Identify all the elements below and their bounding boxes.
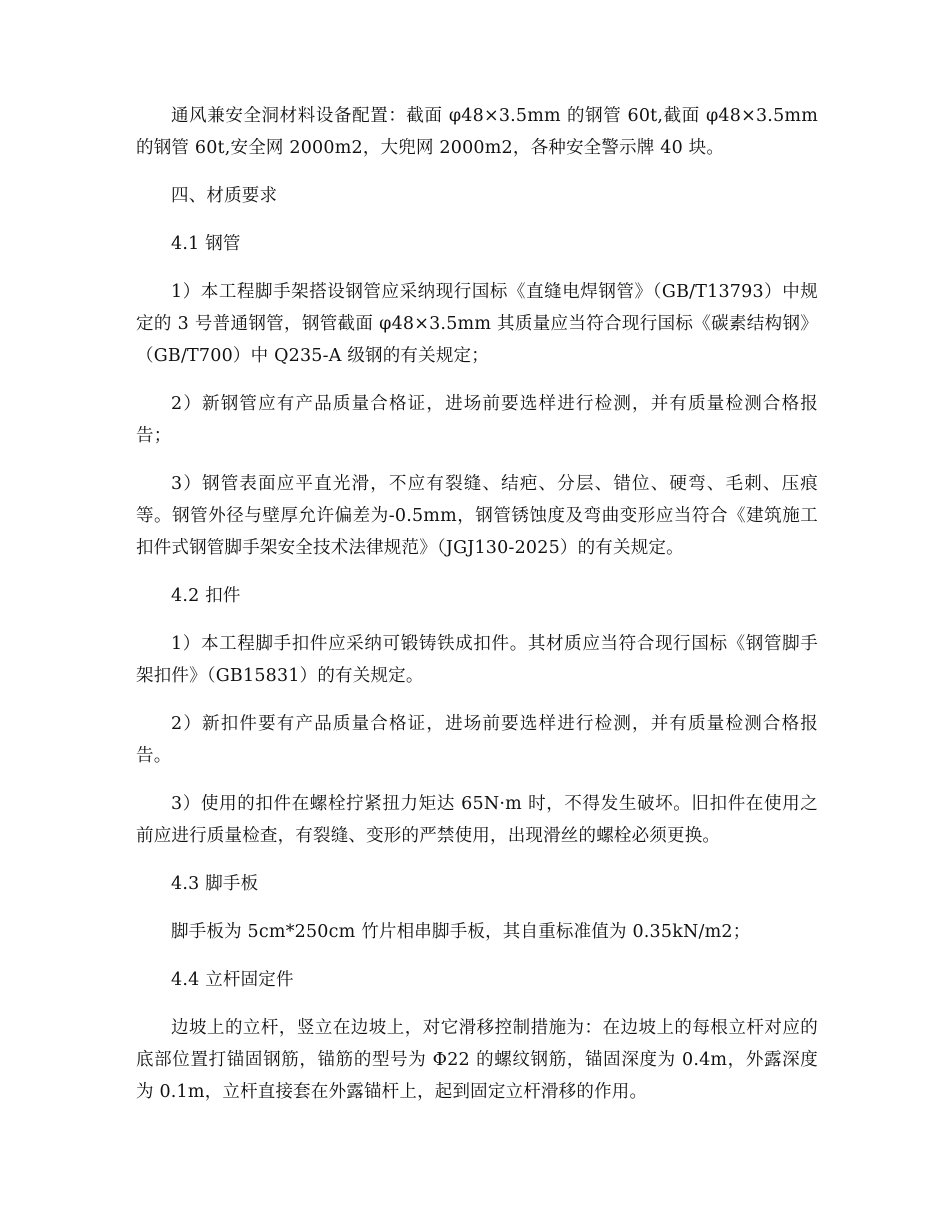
subsection-heading-pole-fixing: 4.4 立杆固定件 (171, 970, 294, 990)
paragraph-fastener-2: 2）新扣件要有产品质量合格证，进场前要选样进行检测，并有质量检测合格报告。 (136, 714, 818, 766)
subsection-heading-scaffold-board: 4.3 脚手板 (171, 874, 259, 894)
paragraph-materials-config: 通风兼安全洞材料设备配置：截面 φ48×3.5mm 的钢管 60t,截面 φ48×3.5mm 的钢管 60t,安全网 2000m2，大兜网 2000m2，各种安全警示牌 40 块。 (136, 106, 818, 158)
paragraph-scaffold-board: 脚手板为 5cm*250cm 竹片相串脚手板，其自重标准值为 0.35kN/m2； (171, 922, 751, 942)
subsection-heading-fastener: 4.2 扣件 (171, 586, 241, 606)
paragraph-steel-pipe-3: 3）钢管表面应平直光滑，不应有裂缝、结疤、分层、错位、硬弯、毛刺、压痕等。钢管外径与壁厚允许偏差为-0.5mm，钢管锈蚀度及弯曲变形应当符合《建筑施工扣件式钢管脚手架安全技术法律规范》（JGJ130-2025）的有关规定。 (136, 474, 818, 558)
paragraph-steel-pipe-1: 1）本工程脚手架搭设钢管应采纳现行国标《直缝电焊钢管》（GB/T13793）中规定的 3 号普通钢管，钢管截面 φ48×3.5mm 其质量应当符合现行国标《碳素结构钢》（GB/T700）中 Q235-A 级钢的有关规定； (136, 282, 818, 366)
document-body (136, 100, 818, 1124)
paragraph-fastener-1: 1）本工程脚手扣件应采纳可锻铸铁成扣件。其材质应当符合现行国标《钢管脚手架扣件》（GB15831）的有关规定。 (136, 634, 818, 686)
subsection-heading-steel-pipe: 4.1 钢管 (171, 234, 241, 254)
paragraph-fastener-3: 3）使用的扣件在螺栓拧紧扭力矩达 65N·m 时，不得发生破坏。旧扣件在使用之前应进行质量检查，有裂缝、变形的严禁使用，出现滑丝的螺栓必须更换。 (136, 794, 818, 846)
section-heading-material-requirements: 四、材质要求 (171, 186, 278, 206)
paragraph-steel-pipe-2: 2）新钢管应有产品质量合格证，进场前要选样进行检测，并有质量检测合格报告； (136, 394, 818, 446)
paragraph-pole-fixing: 边坡上的立杆，竖立在边坡上，对它滑移控制措施为：在边坡上的每根立杆对应的底部位置打锚固钢筋，锚筋的型号为 Φ22 的螺纹钢筋，锚固深度为 0.4m，外露深度为 0.1m，立杆直接套在外露锚杆上，起到固定立杆滑移的作用。 (136, 1018, 818, 1102)
